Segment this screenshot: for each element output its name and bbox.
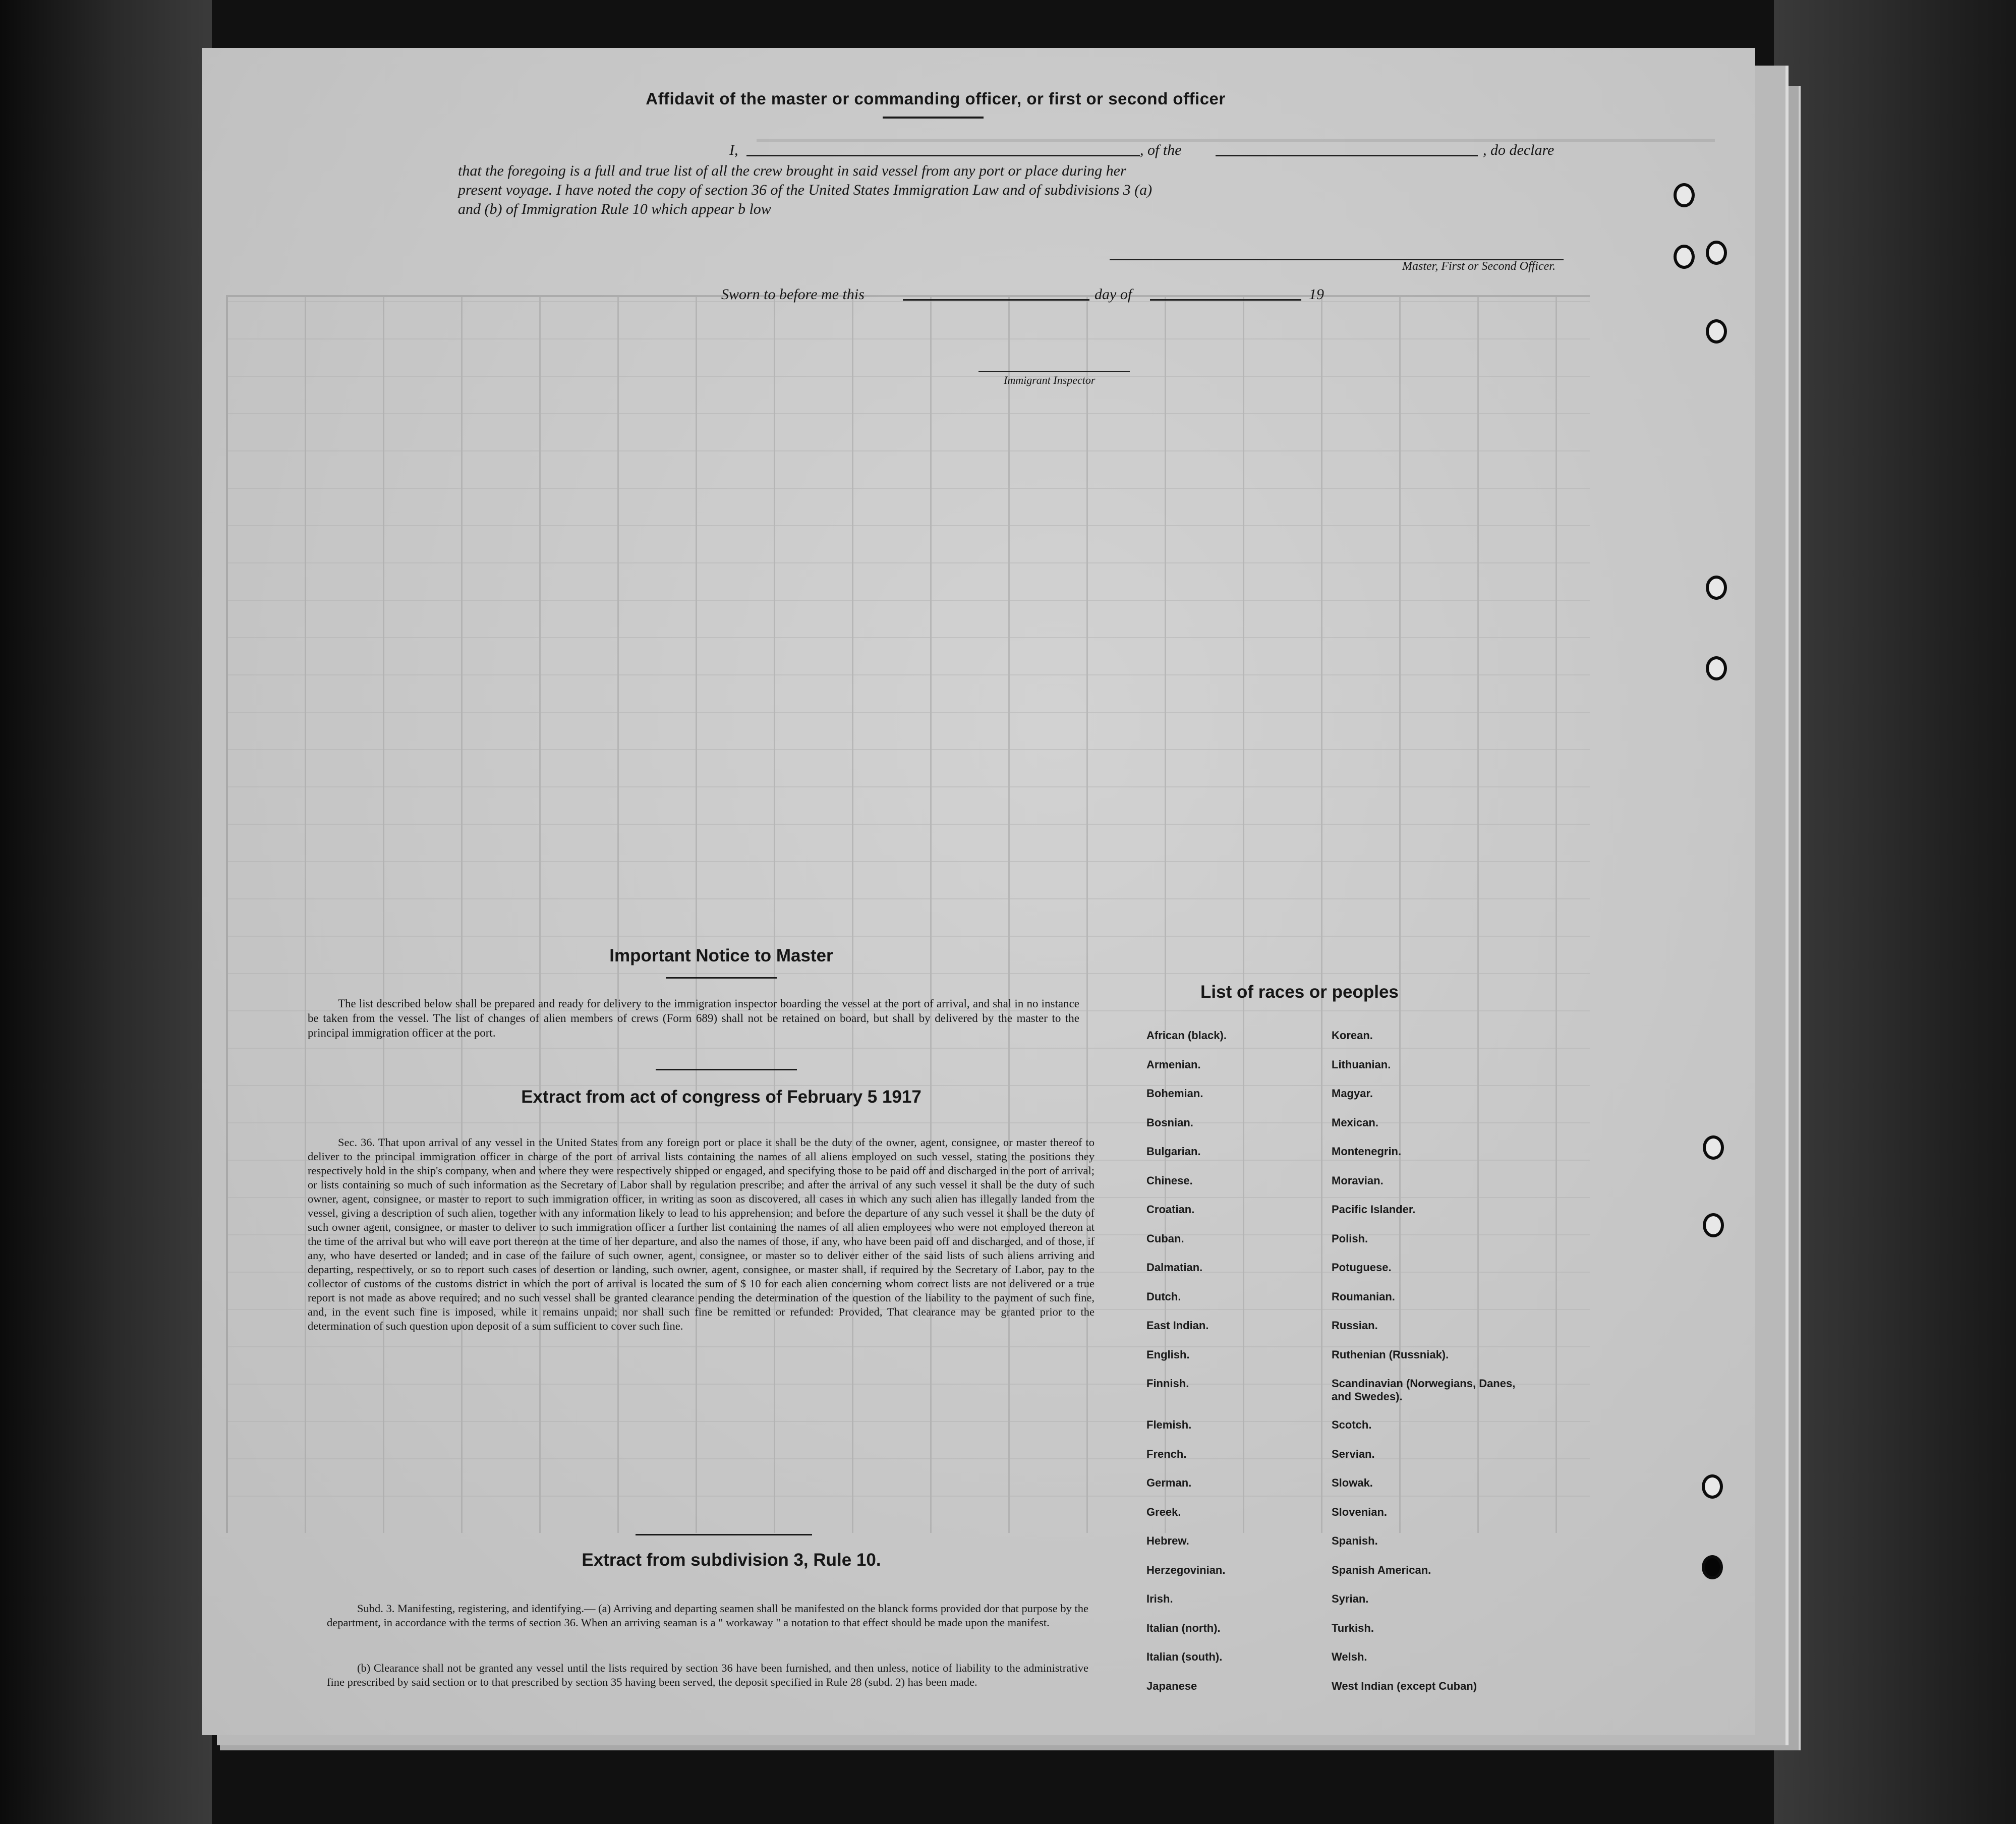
- race-item: Servian.: [1332, 1447, 1375, 1460]
- race-item: Korean.: [1332, 1029, 1373, 1042]
- race-item: Hebrew.: [1146, 1534, 1189, 1547]
- scan-border-right: [1774, 0, 2016, 1824]
- races-title: List of races or peoples: [1200, 982, 1399, 1002]
- affidavit-declare: , do declare: [1483, 142, 1554, 158]
- punch-hole: [1703, 1135, 1724, 1160]
- manifest-page: [202, 48, 1755, 1735]
- race-item: Montenegrin.: [1332, 1145, 1402, 1158]
- punch-hole: [1706, 241, 1727, 265]
- race-item: Finnish.: [1146, 1377, 1189, 1390]
- scan-border-left: [0, 0, 212, 1824]
- sworn-month-blank: [1150, 299, 1301, 301]
- race-item: Bosnian.: [1146, 1116, 1193, 1129]
- notice-title: Important Notice to Master: [609, 946, 833, 965]
- punch-hole: [1674, 245, 1695, 269]
- race-item: Scotch.: [1332, 1418, 1372, 1431]
- race-item: Croatian.: [1146, 1203, 1195, 1216]
- name-blank: [746, 155, 1140, 156]
- race-item: Slowak.: [1332, 1476, 1373, 1489]
- race-item: Russian.: [1332, 1319, 1378, 1332]
- punch-hole: [1703, 1213, 1724, 1237]
- race-item: Dalmatian.: [1146, 1261, 1203, 1274]
- race-item: Magyar.: [1332, 1087, 1373, 1100]
- extract-rule-title: Extract from subdivision 3, Rule 10.: [582, 1550, 881, 1570]
- extract-rule-text-a: Subd. 3. Manifesting, registering, and identifying.— (a) Arriving and departing seamen shall be manifested on the blanck forms provided dor that purpose by the department, in accordance with the terms of section 36. When an arriving seaman is a " workaway " a notation to that effect should be made upon the manifest.: [327, 1602, 1088, 1629]
- day-of-label: day of: [1095, 286, 1132, 303]
- race-item: Greek.: [1146, 1505, 1181, 1518]
- divider: [636, 1534, 812, 1535]
- affidavit-line: and (b) of Immigration Rule 10 which appear b low: [458, 201, 771, 217]
- race-item: Welsh.: [1332, 1650, 1367, 1663]
- race-item: Lithuanian.: [1332, 1058, 1391, 1071]
- race-item: Chinese.: [1146, 1174, 1193, 1187]
- race-item: Flemish.: [1146, 1418, 1192, 1431]
- race-item: Japanese: [1146, 1679, 1197, 1692]
- affidavit-i: I,: [729, 142, 738, 158]
- race-item: Roumanian.: [1332, 1290, 1395, 1303]
- divider: [883, 117, 984, 119]
- master-label: Master, First or Second Officer.: [1402, 260, 1556, 273]
- race-item: Moravian.: [1332, 1174, 1384, 1187]
- notice-text: The list described below shall be prepared and ready for delivery to the immigration inspector boarding the vessel at the port of arrival, and shal in no instance be taken from the vessel. The list of changes of alien members of crews (Form 689) shall not be retained on board, but shall by delivered by the master to the principal immigration officer at the port.: [308, 997, 1079, 1039]
- affidavit-of-the: , of the: [1140, 142, 1182, 158]
- race-item: Cuban.: [1146, 1232, 1184, 1245]
- inspector-signature-line: [978, 371, 1130, 372]
- punch-hole: [1706, 656, 1727, 680]
- race-item: Slovenian.: [1332, 1505, 1388, 1518]
- race-item: Potuguese.: [1332, 1261, 1392, 1274]
- race-item: English.: [1146, 1348, 1190, 1361]
- punch-hole: [1706, 319, 1727, 344]
- race-item: Ruthenian (Russniak).: [1332, 1348, 1449, 1361]
- race-item: Armenian.: [1146, 1058, 1201, 1071]
- race-item: French.: [1146, 1447, 1187, 1460]
- divider: [666, 977, 777, 979]
- vessel-blank: [1216, 155, 1478, 156]
- race-item: Italian (north).: [1146, 1621, 1221, 1634]
- sworn-label: Sworn to before me this: [721, 286, 865, 303]
- reverse-side-grid: [226, 295, 1590, 1533]
- extract-rule-text-b: (b) Clearance shall not be granted any vessel until the lists required by section 36 have been furnished, and then unless, notice of liability to the administrative fine prescribed by said section or to that prescribed by section 35 having been served, the deposit specified in Rule 28 (subd. 2) has been made.: [327, 1662, 1088, 1688]
- race-item: Bohemian.: [1146, 1087, 1203, 1100]
- race-item: Italian (south).: [1146, 1650, 1223, 1663]
- race-item: German.: [1146, 1476, 1192, 1489]
- punch-hole: [1702, 1474, 1723, 1499]
- race-item: West Indian (except Cuban): [1332, 1679, 1477, 1692]
- race-item: African (black).: [1146, 1029, 1227, 1042]
- race-item: East Indian.: [1146, 1319, 1209, 1332]
- divider: [656, 1069, 797, 1070]
- race-item: Mexican.: [1332, 1116, 1378, 1129]
- race-item: Herzegovinian.: [1146, 1563, 1226, 1576]
- race-item: Turkish.: [1332, 1621, 1374, 1634]
- punch-hole: [1702, 1555, 1723, 1579]
- race-item: Polish.: [1332, 1232, 1368, 1245]
- punch-hole: [1674, 183, 1695, 207]
- affidavit-line: that the foregoing is a full and true list of all the crew brought in said vessel from any port or place during her: [458, 162, 1126, 179]
- sworn-day-blank: [903, 299, 1089, 301]
- punch-hole: [1706, 576, 1727, 600]
- race-item: Scandinavian (Norwegians, Danes, and Swedes).: [1332, 1377, 1516, 1403]
- race-item: Syrian.: [1332, 1592, 1369, 1605]
- extract-act-title: Extract from act of congress of February 5 1917: [521, 1087, 921, 1107]
- extract-act-text: Sec. 36. That upon arrival of any vessel in the United States from any foreign port or place it shall be the duty of the owner, agent, consignee, or master thereof to deliver to the principal immigration officer in charge of the port of arrival lists containing the names of all aliens employed on such vessel, stating the positions they respectively hold in the ship's company, when and where they were respectively shipped or engaged, and specifying those to be paid off and discharged in the port of arrival; or lists containing so much of such information as the Secretary of Labor shall by regulation prescribe; and after the arrival of any such vessel it shall be the duty of such owner, agent, consignee, or master to report to such immigration officer, in writing as soon as discovered, all cases in which any such alien has illegally landed from the vessel, giving a description of such alien, together with any information likely to lead to his apprehension; and before the departure of any such vessel it shall be the duty of such owner agent, consignee, or master to deliver to such immigration officer a further list containing the names of all alien employees who were not employed thereon at the time of the arrival but who will eave port thereon at the time of her departure, and also the names of those, if any, who have been paid off and discharged, and of those, if any, who have deserted or landed; and in case of the failure of such owner, agent, consignee, or master so to deliver either of the said lists of such aliens arriving and departing, respectively, or so to report such cases of desertion or landing, such owner, agent, consignee, or master shall, if required by the Secretary of Labor, pay to the collector of customs of the customs district in which the port of arrival is located the sum of $ 10 for each alien concerning whom correct lists are not delivered or a true report is not made as above required; and no such vessel shall be granted clearance pending the determination of the question of the liability to the payment of such fine, and, in the event such fine is imposed, while it remains unpaid; nor shall such fine be remitted or refunded: Provided, That clearance may be granted prior to the determination of such question upon deposit of a sum sufficient to cover such fine.: [308, 1136, 1095, 1332]
- race-item: Spanish.: [1332, 1534, 1378, 1547]
- race-item: Irish.: [1146, 1592, 1173, 1605]
- affidavit-title: Affidavit of the master or commanding officer, or first or second officer: [646, 89, 1226, 108]
- race-item: Bulgarian.: [1146, 1145, 1201, 1158]
- year-label: 19: [1309, 286, 1324, 303]
- inspector-label: Immigrant Inspector: [1004, 374, 1096, 386]
- race-item: Spanish American.: [1332, 1563, 1431, 1576]
- race-item: Dutch.: [1146, 1290, 1181, 1303]
- race-item: Pacific Islander.: [1332, 1203, 1416, 1216]
- affidavit-line: present voyage. I have noted the copy of section 36 of the United States Immigration Law and of subdivisions 3 (a): [458, 182, 1153, 198]
